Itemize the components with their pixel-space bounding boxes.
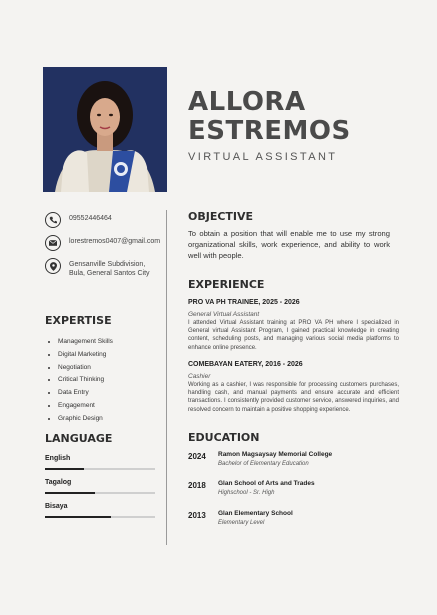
- language-name: Tagalog: [45, 479, 72, 486]
- language-level-fill: [45, 516, 111, 518]
- skill-item: • Negotiation: [58, 362, 113, 375]
- skill-item: • Data Entry: [58, 387, 113, 400]
- education-detail: Elementary Level: [218, 520, 265, 526]
- address-line-1: Gensanville Subdivision,: [69, 261, 146, 268]
- job-role: General Virtual Assistant: [188, 311, 260, 318]
- full-name: [188, 88, 351, 146]
- phone-text: 09552446464: [69, 215, 112, 222]
- objective-heading: OBJECTIVE: [188, 210, 254, 223]
- language-bisaya: [45, 503, 155, 518]
- education-entry: [188, 451, 332, 467]
- expertise-list: [49, 336, 113, 426]
- school-name: Glan Elementary School: [218, 510, 293, 517]
- name-line-1: ALLORA: [188, 87, 306, 117]
- language-level-bar: [45, 468, 155, 470]
- school-name: Ramon Magsaysay Memorial College: [218, 451, 333, 458]
- education-detail: Bachelor of Elementary Education: [218, 461, 309, 467]
- address-line-2: Bula, General Santos City: [69, 270, 150, 277]
- phone-icon: [45, 212, 61, 228]
- job-title: COMEBAYAN EATERY, 2016 - 2026: [188, 361, 303, 368]
- language-name: Bisaya: [45, 503, 68, 510]
- email-text: lorestremos0407@gmail.com: [69, 238, 161, 245]
- location-pin-icon: [45, 258, 61, 274]
- skill-item: • Critical Thinking: [58, 374, 113, 387]
- contact-email: [45, 235, 160, 251]
- language-level-bar: [45, 516, 155, 518]
- contact-phone: [45, 212, 112, 228]
- contact-address: [45, 258, 150, 278]
- job-description: I attended Virtual Assistant training at PRO VA PH where I specialized in General virtual Assistant Program, I gained practical knowledge in creating content, scheduling posts, and managing various social media platforms to enhance online presence.: [188, 320, 399, 351]
- job-role: Cashier: [188, 373, 211, 380]
- language-level-bar: [45, 492, 155, 494]
- language-name: English: [45, 455, 71, 462]
- education-entry: [188, 510, 293, 526]
- education-detail: Highschool - Sr. High: [218, 490, 275, 496]
- education-year: 2018: [188, 481, 206, 490]
- job-description: Working as a cashier, I was responsible for processing customers purchases, handling cash, and manual payments and ensure accurate and efficient transactions. I consistently provided customer service, answered inquiries, and resolved concern to maintain a positive shopping experience.: [188, 382, 399, 413]
- name-line-2: ESTREMOS: [188, 116, 351, 146]
- experience-heading: EXPERIENCE: [188, 278, 265, 291]
- objective-text: To obtain a position that will enable me to use my strong organizational skills, work experience, and ability to work well with people.: [188, 229, 390, 260]
- language-tagalog: [45, 479, 155, 494]
- skill-item: • Management Skills: [58, 336, 113, 349]
- skill-item: • Engagement: [58, 400, 113, 413]
- profile-photo: [43, 67, 167, 192]
- language-english: [45, 455, 155, 470]
- education-year: 2013: [188, 511, 206, 520]
- language-level-fill: [45, 468, 84, 470]
- education-entry: [188, 480, 315, 496]
- school-name: Glan School of Arts and Trades: [218, 480, 315, 487]
- email-icon: [45, 235, 61, 251]
- job-title: PRO VA PH TRAINEE, 2025 - 2026: [188, 299, 300, 306]
- address-text: [69, 258, 150, 278]
- job-role-title: VIRTUAL ASSISTANT: [188, 151, 338, 163]
- language-level-fill: [45, 492, 95, 494]
- education-heading: EDUCATION: [188, 431, 260, 444]
- experience-entry: [188, 361, 399, 414]
- language-heading: LANGUAGE: [45, 432, 113, 445]
- experience-entry: [188, 299, 399, 352]
- expertise-heading: EXPERTISE: [45, 314, 112, 327]
- skill-item: • Graphic Design: [58, 413, 113, 426]
- column-divider: [166, 210, 167, 545]
- skill-item: • Digital Marketing: [58, 349, 113, 362]
- education-year: 2024: [188, 452, 206, 461]
